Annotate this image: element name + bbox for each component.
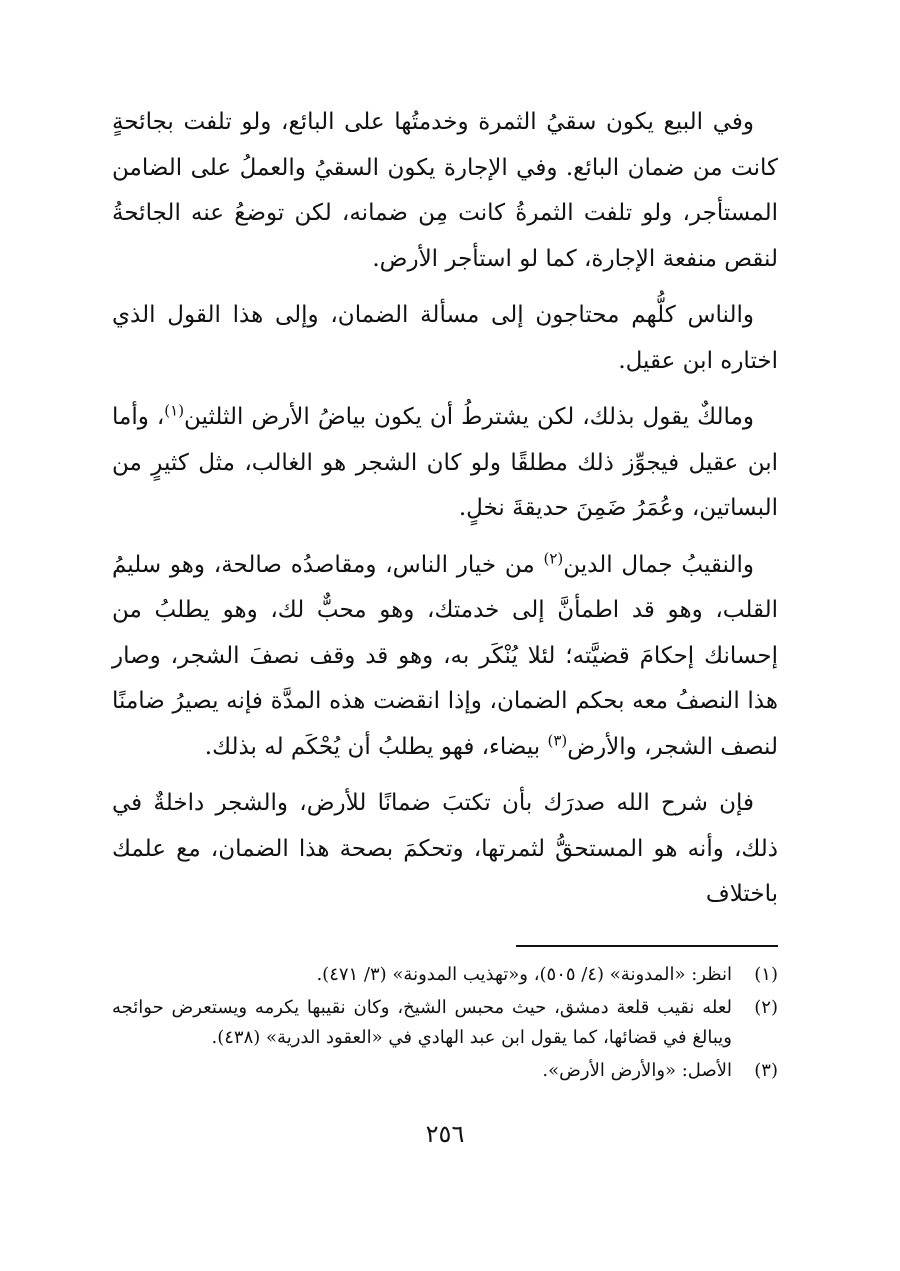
book-page	[112, 100, 778, 1271]
footnote-divider	[516, 945, 778, 947]
footnote-number: (٣)	[754, 1060, 778, 1081]
main-text	[112, 100, 778, 918]
footnote-ref-1: (١)	[164, 401, 185, 420]
footnote-number: (٢)	[754, 997, 778, 1018]
footnote-item	[112, 960, 778, 990]
footnote-ref-3: (٣)	[547, 730, 568, 749]
paragraph	[112, 543, 778, 771]
footnote-item	[112, 1056, 778, 1086]
paragraph	[112, 293, 778, 384]
paragraph-text: والنقيبُ جمال الدين	[563, 551, 754, 578]
paragraph-text: والناس كلُّهم محتاجون إلى مسألة الضمان، وإلى هذا القول الذي اختاره ابن عقيل.	[112, 302, 778, 374]
paragraph	[112, 781, 778, 918]
footnote-text: انظر: «المدونة» (٤/ ٥٠٥)، و«تهذيب المدونة» (٣/ ٤٧١).	[316, 964, 732, 985]
paragraph-text: بيضاء، فهو يطلبُ أن يُحْكَم له بذلك.	[204, 733, 548, 760]
footnote-ref-2: (٢)	[543, 548, 564, 567]
page-number: ٢٥٦	[425, 1120, 465, 1148]
paragraph-text: وفي البيع يكون سقيُ الثمرة وخدمتُها على البائع، ولو تلفت بجائحةٍ كانت من ضمان البائع. وفي الإجارة يكون السقيُ والعملُ على الضامن المستأجر، ولو تلفت الثمرةُ كانت مِن ضمانه، لكن توضعُ عنه الجائحةُ لنقص منفعة الإجارة، كما لو استأجر الأرض.	[112, 109, 778, 272]
paragraph	[112, 395, 778, 532]
paragraph-text: من خيار الناس، ومقاصدُه صالحة، وهو سليمُ القلب، وهو قد اطمأنَّ إلى خدمتك، وهو محبٌّ لك، وهو يطلبُ من إحسانك إحكامَ قضيَّته؛ لئلا يُنْكَر به، وهو قد وقف نصفَ الشجر، وصار هذا النصفُ معه بحكم الضمان، وإذا انقضت هذه المدَّة فإنه يصيرُ ضامنًا لنصف الشجر، والأرض	[112, 551, 778, 760]
footnote-text: لعله نقيب قلعة دمشق، حيث محبس الشيخ، وكان نقيبها يكرمه ويستعرض حوائجه ويبالغ في قضائها، كما يقول ابن عبد الهادي في «العقود الدرية» (٤٣٨).	[112, 997, 732, 1048]
footnote-text: الأصل: «والأرض الأرض».	[542, 1060, 732, 1081]
footnote-item	[112, 993, 778, 1053]
paragraph-text: ، وأما ابن عقيل فيجوِّز ذلك مطلقًا ولو كان الشجر هو الغالب، مثل كثيرٍ من البساتين، وعُمَرُ ضَمِنَ حديقةَ نخلٍ.	[112, 404, 778, 521]
footnote-number: (١)	[754, 964, 778, 985]
paragraph	[112, 100, 778, 282]
paragraph-text: ومالكٌ يقول بذلك، لكن يشترطُ أن يكون بياضُ الأرض الثلثين	[184, 404, 754, 430]
footnotes	[112, 960, 778, 1089]
paragraph-text: فإن شرح الله صدرَك بأن تكتبَ ضمانًا للأرض، والشجر داخلةٌ في ذلك، وأنه هو المستحقُّ لثمرتها، وتحكمَ بصحة هذا الضمان، مع علمك باختلاف	[112, 790, 778, 907]
